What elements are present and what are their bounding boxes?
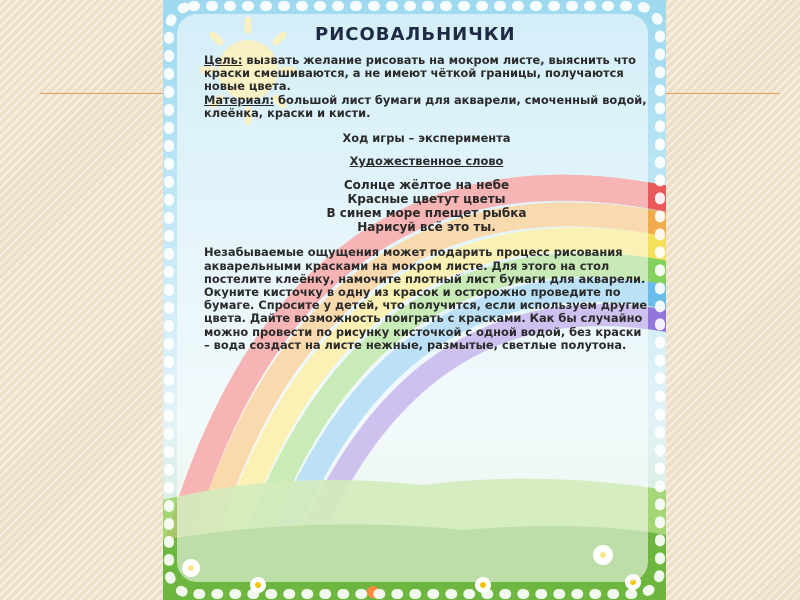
decor-line-right [665, 93, 780, 94]
game-heading: Ход игры – эксперимента [342, 131, 511, 146]
poem-line: Красные цветут цветы [347, 192, 506, 207]
art-word-heading: Художественное слово [349, 154, 504, 169]
page-title: РИСОВАЛЬНИЧКИ [315, 24, 516, 45]
material-label: Материал: [204, 92, 275, 107]
body-paragraph: Незабываемые ощущения может подарить процесс рисования акварельными красками на мокром листе. Для этого на стол постелите клеёнку, намочите плотный лист бумаги для акварели. Окуните кисточку в одну из красок и осторожно проведите по бумаге. Спросите у детей, что получится, если используем другие цвета. Дайте возможность поиграть с красками. Как бы случайно можно провести по рисунку кисточкой с одной водой, без краски – вода создаст на листе нежные, размытые, светлые полутона. [204, 245, 648, 352]
goal-paragraph [204, 54, 649, 94]
material-text: большой лист бумаги для акварели, смоченный водой, клеёнка, краски и кисти. [204, 92, 647, 120]
material-paragraph [204, 94, 649, 120]
decor-line-left [40, 93, 165, 94]
goal-label: Цель: [204, 53, 243, 67]
poem-line: В синем море плещет рыбка [326, 206, 527, 221]
goal-text: вызвать желание рисовать на мокром листе, выяснить что краски смешиваются, а не имеют чёткой границы, получаются новые цвета. [204, 53, 636, 94]
poem-line: Солнце жёлтое на небе [343, 178, 510, 193]
content [204, 54, 649, 352]
slide [163, 0, 666, 600]
poem-line: Нарисуй всё это ты. [357, 220, 496, 235]
